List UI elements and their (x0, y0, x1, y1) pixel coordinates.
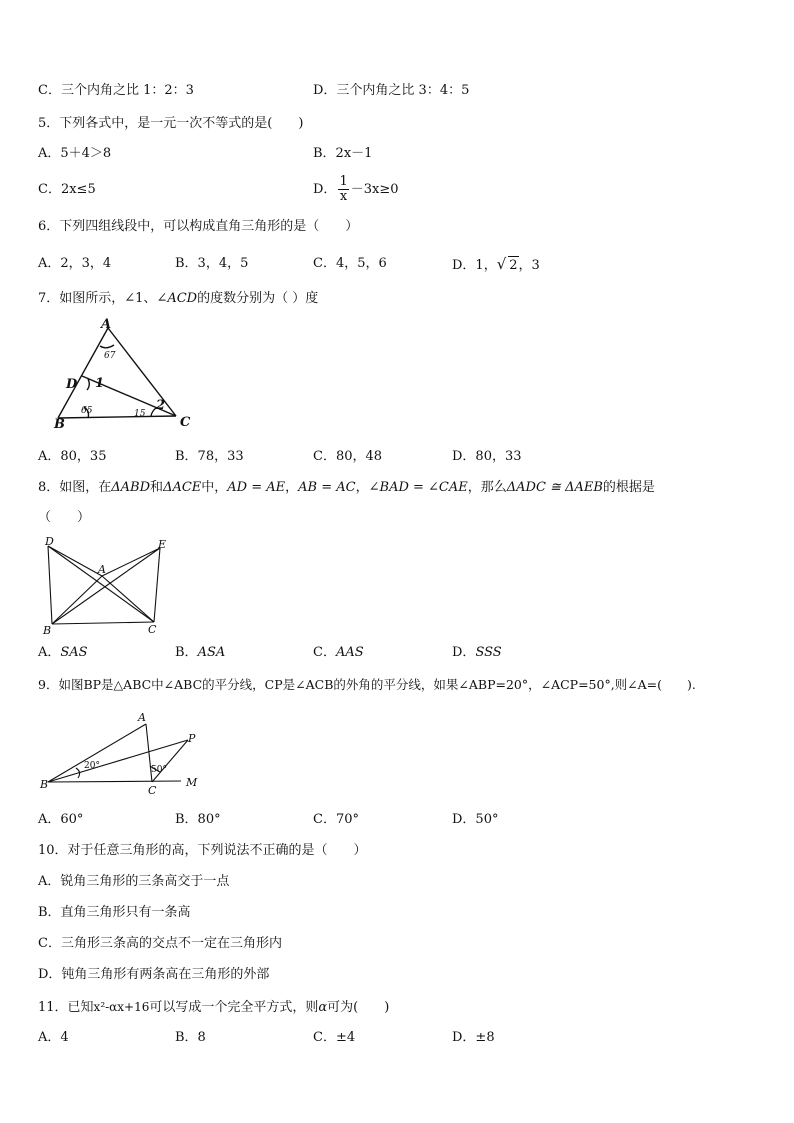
q6-option-d: D．1，√ 2，3 (452, 255, 540, 273)
q8-option-d: D．SSS (452, 645, 502, 660)
q7-option-c: C．80，48 (313, 449, 383, 464)
segment-ae (102, 548, 160, 576)
segment-da (48, 546, 102, 576)
q9-option-b: B．80° (175, 812, 221, 827)
segment-ac (108, 328, 176, 416)
q6-option-a: A．2，3，4 (38, 256, 112, 271)
q8-option-b: B．ASA (175, 645, 226, 660)
angle-arc-1 (87, 379, 89, 390)
label-p: P (188, 732, 196, 745)
q10-stem: 10．对于任意三角形的高，下列说法不正确的是（ ） (38, 843, 367, 858)
q5-stem: 5．下列各式中，是一元一次不等式的是( ) (38, 116, 304, 131)
label-a: A (138, 711, 146, 724)
segment-bc (58, 416, 176, 418)
q5-option-d: D． $\frac{1}{x}$ －3x≥0 (313, 174, 399, 204)
segment-ba (48, 724, 146, 782)
q7-figure (48, 316, 208, 434)
label-15: 15 (134, 409, 146, 419)
label-65: 65 (81, 406, 93, 416)
q9-option-d: D．50° (452, 812, 499, 827)
label-2: 2 (156, 398, 166, 413)
fraction: $\frac{1}{x}$ (339, 174, 348, 204)
segment-ac (102, 576, 154, 622)
label-e: E (158, 538, 167, 551)
q6-stem: 6．下列四组线段中，可以构成直角三角形的是（ ） (38, 219, 359, 234)
label-d: D (66, 377, 78, 392)
q5-option-c: C．2x≤5 (38, 182, 96, 197)
q4-option-d: D．三个内角之比 3：4：5 (313, 83, 470, 98)
angle-arc-a (100, 345, 114, 348)
label-20deg: 20° (84, 761, 100, 771)
q7-option-b: B．78，33 (175, 449, 244, 464)
label-c: C (148, 784, 157, 797)
q10-option-c: C．三角形三条高的交点不一定在三角形内 (38, 936, 282, 951)
segment-bm (48, 781, 181, 782)
label-c: C (180, 415, 191, 430)
q11-option-b: B．8 (175, 1030, 206, 1045)
label-b: B (54, 417, 65, 432)
q8-figure (40, 534, 175, 636)
label-1: 1 (95, 376, 105, 391)
label-d: D (45, 535, 54, 548)
q9-figure (38, 706, 208, 798)
label-50deg: 50° (151, 765, 167, 775)
q6-option-c: C．4，5，6 (313, 256, 387, 271)
label-a: A (101, 317, 112, 332)
q7-stem: 7．如图所示，∠1、∠ACD的度数分别为（ ）度 (38, 291, 319, 306)
segment-ab (58, 328, 108, 418)
q9-stem: 9．如图BP是△ABC中∠ABC的平分线，CP是∠ACB的外角的平分线，如果∠ABP=20°，∠ACP=50°,则∠A=( ). (38, 677, 696, 692)
segment-bp (48, 740, 188, 782)
segment-db (48, 546, 52, 624)
q7-option-a: A．80，35 (38, 449, 107, 464)
label-b: B (40, 778, 49, 791)
q8-stem: 8．如图，在ΔABD和ΔACE中，AD = AE，AB = AC，∠BAD = ∠CAE，那么ΔADC ≅ ΔAEB的根据是 (38, 480, 655, 495)
q8-option-a: A．SAS (38, 645, 88, 660)
label-a: A (98, 563, 106, 576)
q10-option-d: D．钝角三角形有两条高在三角形的外部 (38, 967, 270, 982)
label-b: B (43, 624, 52, 636)
q7-option-d: D．80，33 (452, 449, 522, 464)
segment-ce (154, 548, 160, 622)
q6-option-b: B．3，4，5 (175, 256, 249, 271)
q11-option-d: D．±8 (452, 1030, 495, 1045)
label-c: C (148, 623, 157, 636)
segment-dc (48, 546, 154, 622)
q10-option-b: B．直角三角形只有一条高 (38, 905, 191, 920)
label-m: M (186, 776, 198, 789)
q5-option-a: A．5＋4＞8 (38, 146, 112, 161)
q4-option-c: C．三个内角之比 1：2：3 (38, 83, 194, 98)
q11-stem: 11．已知x²-αx+16可以写成一个完全平方式，则α可为( ) (38, 1000, 390, 1015)
q9-option-c: C．70° (313, 812, 359, 827)
q8-option-c: C．AAS (313, 645, 364, 660)
q9-option-a: A．60° (38, 812, 84, 827)
q8-stem-blank: （ ） (38, 510, 91, 525)
q11-option-a: A．4 (38, 1030, 69, 1045)
q5-option-b: B．2x－1 (313, 146, 373, 161)
q10-option-a: A．锐角三角形的三条高交于一点 (38, 874, 230, 889)
q11-option-c: C．±4 (313, 1030, 356, 1045)
segment-cp (152, 740, 188, 782)
segment-bc (52, 622, 154, 624)
label-67: 67 (104, 351, 116, 361)
segment-ab (52, 576, 102, 624)
